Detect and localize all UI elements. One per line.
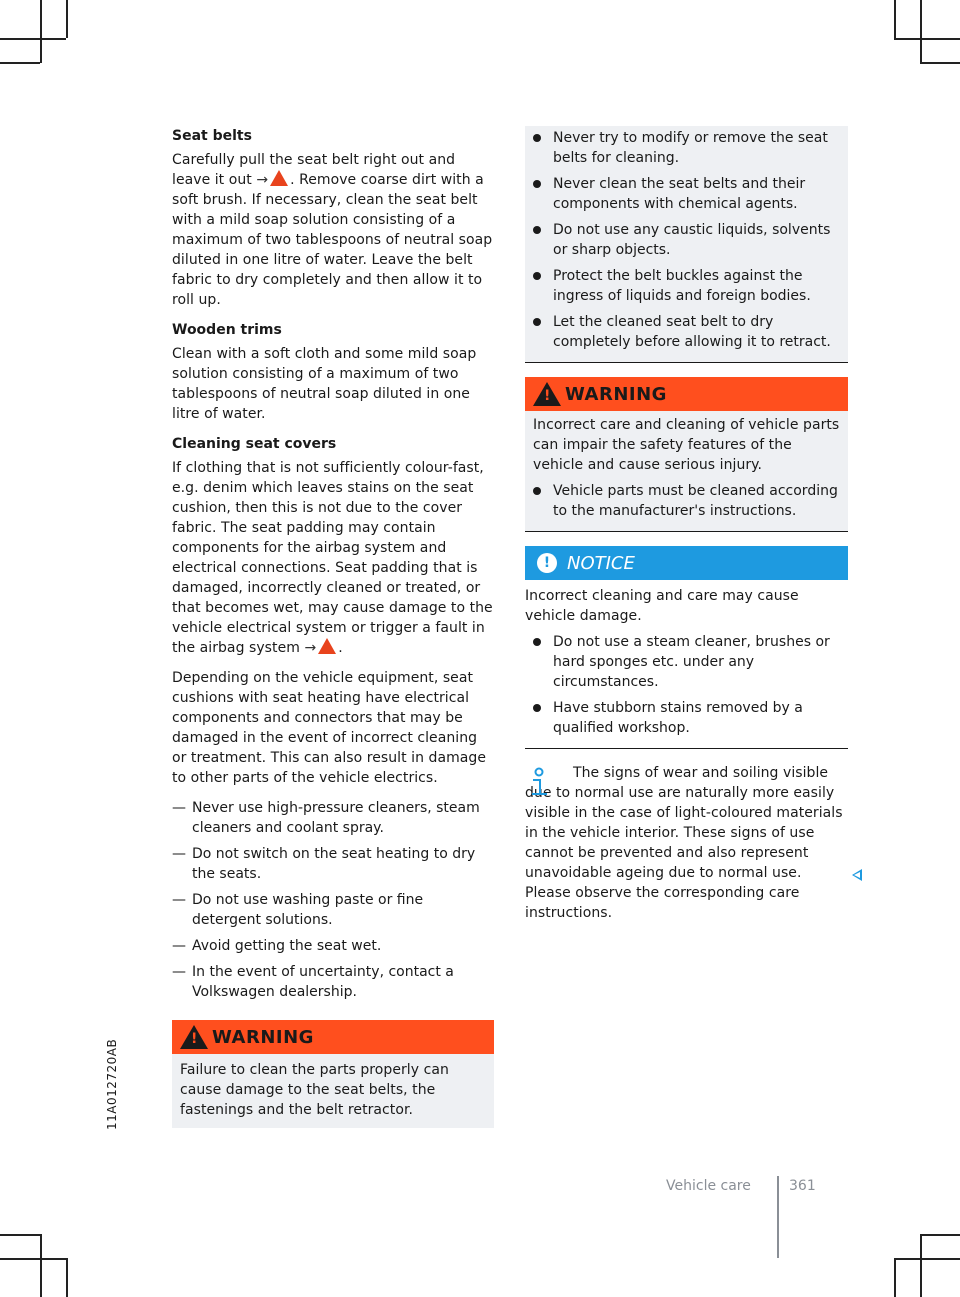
crop-mark xyxy=(920,62,960,64)
crop-mark xyxy=(894,1258,896,1297)
crop-mark xyxy=(66,1258,68,1297)
page-number: 361 xyxy=(789,1178,816,1194)
crop-mark xyxy=(40,0,42,62)
list-item: Have stubborn stains removed by a qualified workshop. xyxy=(525,698,848,738)
list-item: Vehicle parts must be cleaned according to the manufacturer's instructions. xyxy=(525,481,840,521)
seat-belts-text-part2: . Remove coarse dirt with a soft brush. If necessary, clean the seat belt with a mild soap solution consisting of a maximum of two tablespoons of neutral soap diluted in one litre of water. Leave the belt fabric to dry completely and then allow it to roll up. xyxy=(172,172,493,308)
warning-box-right xyxy=(525,377,848,532)
heading-wooden-trims: Wooden trims xyxy=(172,322,282,338)
crop-mark xyxy=(894,0,896,38)
info-box xyxy=(525,763,848,923)
seat-covers-text-part2: . xyxy=(338,640,343,656)
notice-body xyxy=(525,580,848,749)
notice-text: Incorrect cleaning and care may cause vehicle damage. xyxy=(525,588,799,624)
warning-continuation-box xyxy=(525,126,848,363)
heading-cleaning-seat-covers: Cleaning seat covers xyxy=(172,436,337,452)
info-text: The signs of wear and soiling visible due to normal use are naturally more easily visible in the case of light-coloured materials in the vehicle interior. These signs of use cannot be prevented and also represent unavoidable ageing due to normal use. Please observe the corresponding care instructions. xyxy=(525,765,843,921)
crop-mark xyxy=(66,0,68,38)
notice-title: NOTICE xyxy=(567,552,635,574)
footer-divider xyxy=(777,1176,779,1258)
list-item: — Do not switch on the seat heating to dry the seats. xyxy=(172,844,494,884)
warning-header xyxy=(172,1020,494,1054)
crop-mark xyxy=(0,62,40,64)
list-item: — In the event of uncertainty, contact a Volkswagen dealership. xyxy=(172,962,494,1002)
crop-mark xyxy=(894,1258,960,1260)
list-item: — Avoid getting the seat wet. xyxy=(172,936,494,956)
notice-exclamation-icon: ! xyxy=(537,553,557,573)
warning-header xyxy=(525,377,848,411)
heading-seat-belts: Seat belts xyxy=(172,128,252,144)
end-of-section-icon xyxy=(852,869,862,881)
seat-belts-text xyxy=(172,150,494,310)
footer-section-title: Vehicle care xyxy=(666,1178,751,1194)
crop-mark xyxy=(0,38,66,40)
warning-title: WARNING xyxy=(212,1026,314,1048)
seat-heating-text: Depending on the vehicle equipment, seat cushions with seat heating have electrical components and connectors that may be damaged in the event of incorrect cleaning or treatment. This can also result in damage to other parts of the vehicle electrics. xyxy=(172,670,486,786)
seat-covers-text-part1: If clothing that is not sufficiently colour-fast, e.g. denim which leaves stains on the seat cushion, then this is not due to the cover fabric. The seat padding may contain components for the airbag system and electrical connections. Seat padding that is damaged, incorrectly cleaned or treated, or that becomes wet, may cause damage to the vehicle electrical system or trigger a fault in the airbag system xyxy=(172,460,493,656)
arrow-right-icon: → xyxy=(304,640,317,656)
warning-triangle-icon xyxy=(533,382,561,406)
list-item: Never try to modify or remove the seat belts for cleaning. xyxy=(525,128,848,168)
list-item: Do not use any caustic liquids, solvents or sharp objects. xyxy=(525,220,848,260)
warning-text: Incorrect care and cleaning of vehicle parts can impair the safety features of the vehicle and cause serious injury. xyxy=(533,417,840,473)
crop-mark xyxy=(40,1234,42,1297)
seat-cover-instructions xyxy=(172,798,494,1002)
crop-mark xyxy=(40,62,42,63)
left-column xyxy=(172,126,494,1128)
seat-belts-text-part1: Carefully pull the seat belt right out and leave it out xyxy=(172,152,456,188)
warning-body xyxy=(172,1054,494,1128)
crop-mark xyxy=(920,1234,960,1236)
info-icon xyxy=(527,767,551,799)
warning-title: WARNING xyxy=(565,383,667,405)
warning-body xyxy=(525,411,848,532)
crop-mark xyxy=(920,0,922,62)
list-item: Never clean the seat belts and their components with chemical agents. xyxy=(525,174,848,214)
notice-box xyxy=(525,546,848,749)
warning-triangle-icon[interactable] xyxy=(318,638,336,654)
warning-triangle-icon xyxy=(180,1025,208,1049)
list-item: Do not use a steam cleaner, brushes or hard sponges etc. under any circumstances. xyxy=(525,632,848,692)
warning-box-left xyxy=(172,1020,494,1128)
notice-list xyxy=(525,632,848,738)
warning-list xyxy=(525,481,840,521)
right-column xyxy=(525,126,848,923)
crop-mark xyxy=(894,38,960,40)
list-item: Protect the belt buckles against the ingress of liquids and foreign bodies. xyxy=(525,266,848,306)
list-item: — Do not use washing paste or fine detergent solutions. xyxy=(172,890,494,930)
wooden-trims-text: Clean with a soft cloth and some mild soap solution consisting of a maximum of two tablespoons of neutral soap diluted in one litre of water. xyxy=(172,346,477,422)
list-item: — Never use high-pressure cleaners, steam cleaners and coolant spray. xyxy=(172,798,494,838)
list-item: Let the cleaned seat belt to dry completely before allowing it to retract. xyxy=(525,312,848,352)
warning-triangle-icon[interactable] xyxy=(270,170,288,186)
document-code: 11A012720AB xyxy=(105,1038,119,1130)
crop-mark xyxy=(0,1258,66,1260)
warning-text: Failure to clean the parts properly can cause damage to the seat belts, the fastenings and the belt retractor. xyxy=(180,1062,449,1118)
notice-header xyxy=(525,546,848,580)
arrow-right-icon: → xyxy=(256,172,269,188)
crop-mark xyxy=(920,1234,922,1297)
seat-covers-text xyxy=(172,458,494,658)
crop-mark xyxy=(0,1234,40,1236)
warning-continuation-list xyxy=(525,128,848,352)
